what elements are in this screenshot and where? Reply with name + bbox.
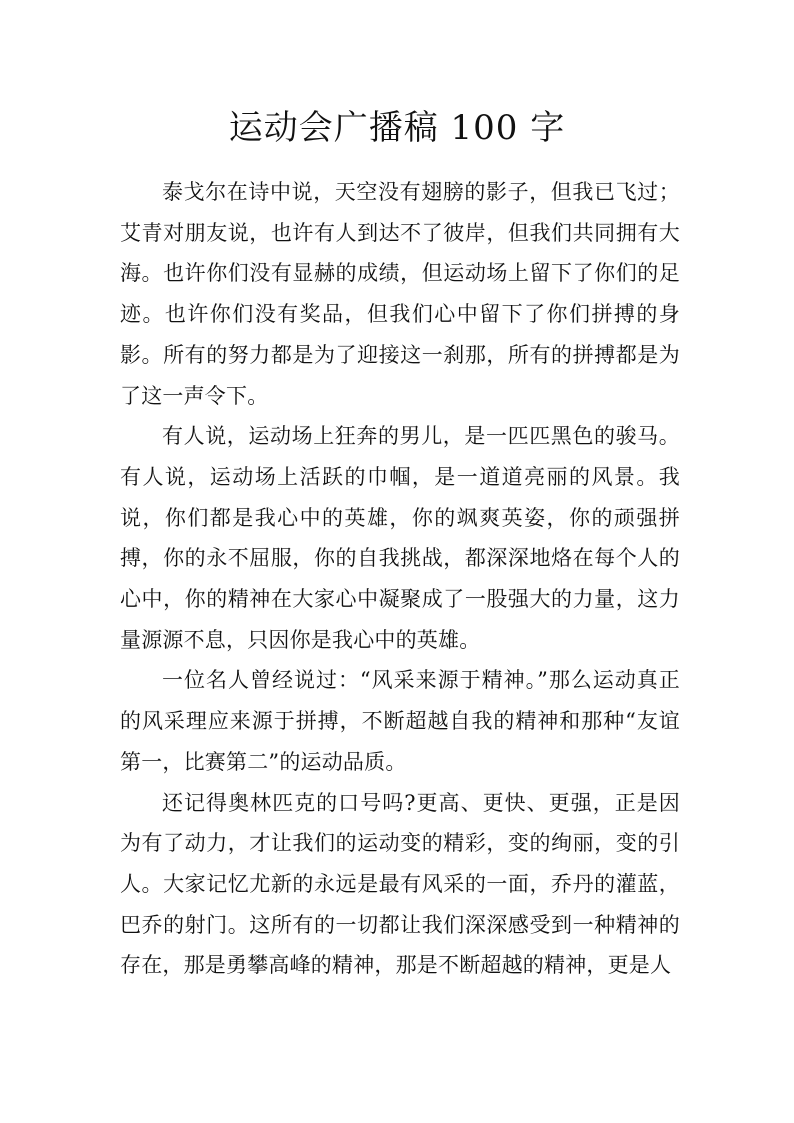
document-title: 运动会广播稿 100 字 [228,108,566,148]
paragraph-2: 有人说，运动场上狂奔的男儿，是一匹匹黑色的骏马。有人说，运动场上活跃的巾帼，是一道道亮丽的风景。我说，你们都是我心中的英雄，你的飒爽英姿，你的顽强拼搏，你的永不屈服，你的自我挑战，都深深地烙在每个人的心中，你的精神在大家心中凝聚成了一股强大的力量，这力量源源不息，只因你是我心中的英雄。 [120,424,680,652]
paragraph-4: 还记得奥林匹克的口号吗?更高、更快、更强，正是因为有了动力，才让我们的运动变的精彩，变的绚丽，变的引人。大家记忆尤新的永远是最有风采的一面，乔丹的灌蓝，巴乔的射门。这所有的一切都让我们深深感受到一种精神的存在，那是勇攀高峰的精神，那是不断超越的精神，更是人 [120,790,680,978]
document-body [120,172,680,986]
paragraph-3: 一位名人曾经说过：“风采来源于精神。”那么运动真正的风采理应来源于拼搏，不断超越自我的精神和那种“友谊第一，比赛第二”的运动品质。 [120,668,680,774]
paragraph-1: 泰戈尔在诗中说，天空没有翅膀的影子，但我已飞过；艾青对朋友说，也许有人到达不了彼岸，但我们共同拥有大海。也许你们没有显赫的成绩，但运动场上留下了你们的足迹。也许你们没有奖品，但我们心中留下了你们拼搏的身影。所有的努力都是为了迎接这一刹那，所有的拼搏都是为了这一声令下。 [120,180,680,408]
